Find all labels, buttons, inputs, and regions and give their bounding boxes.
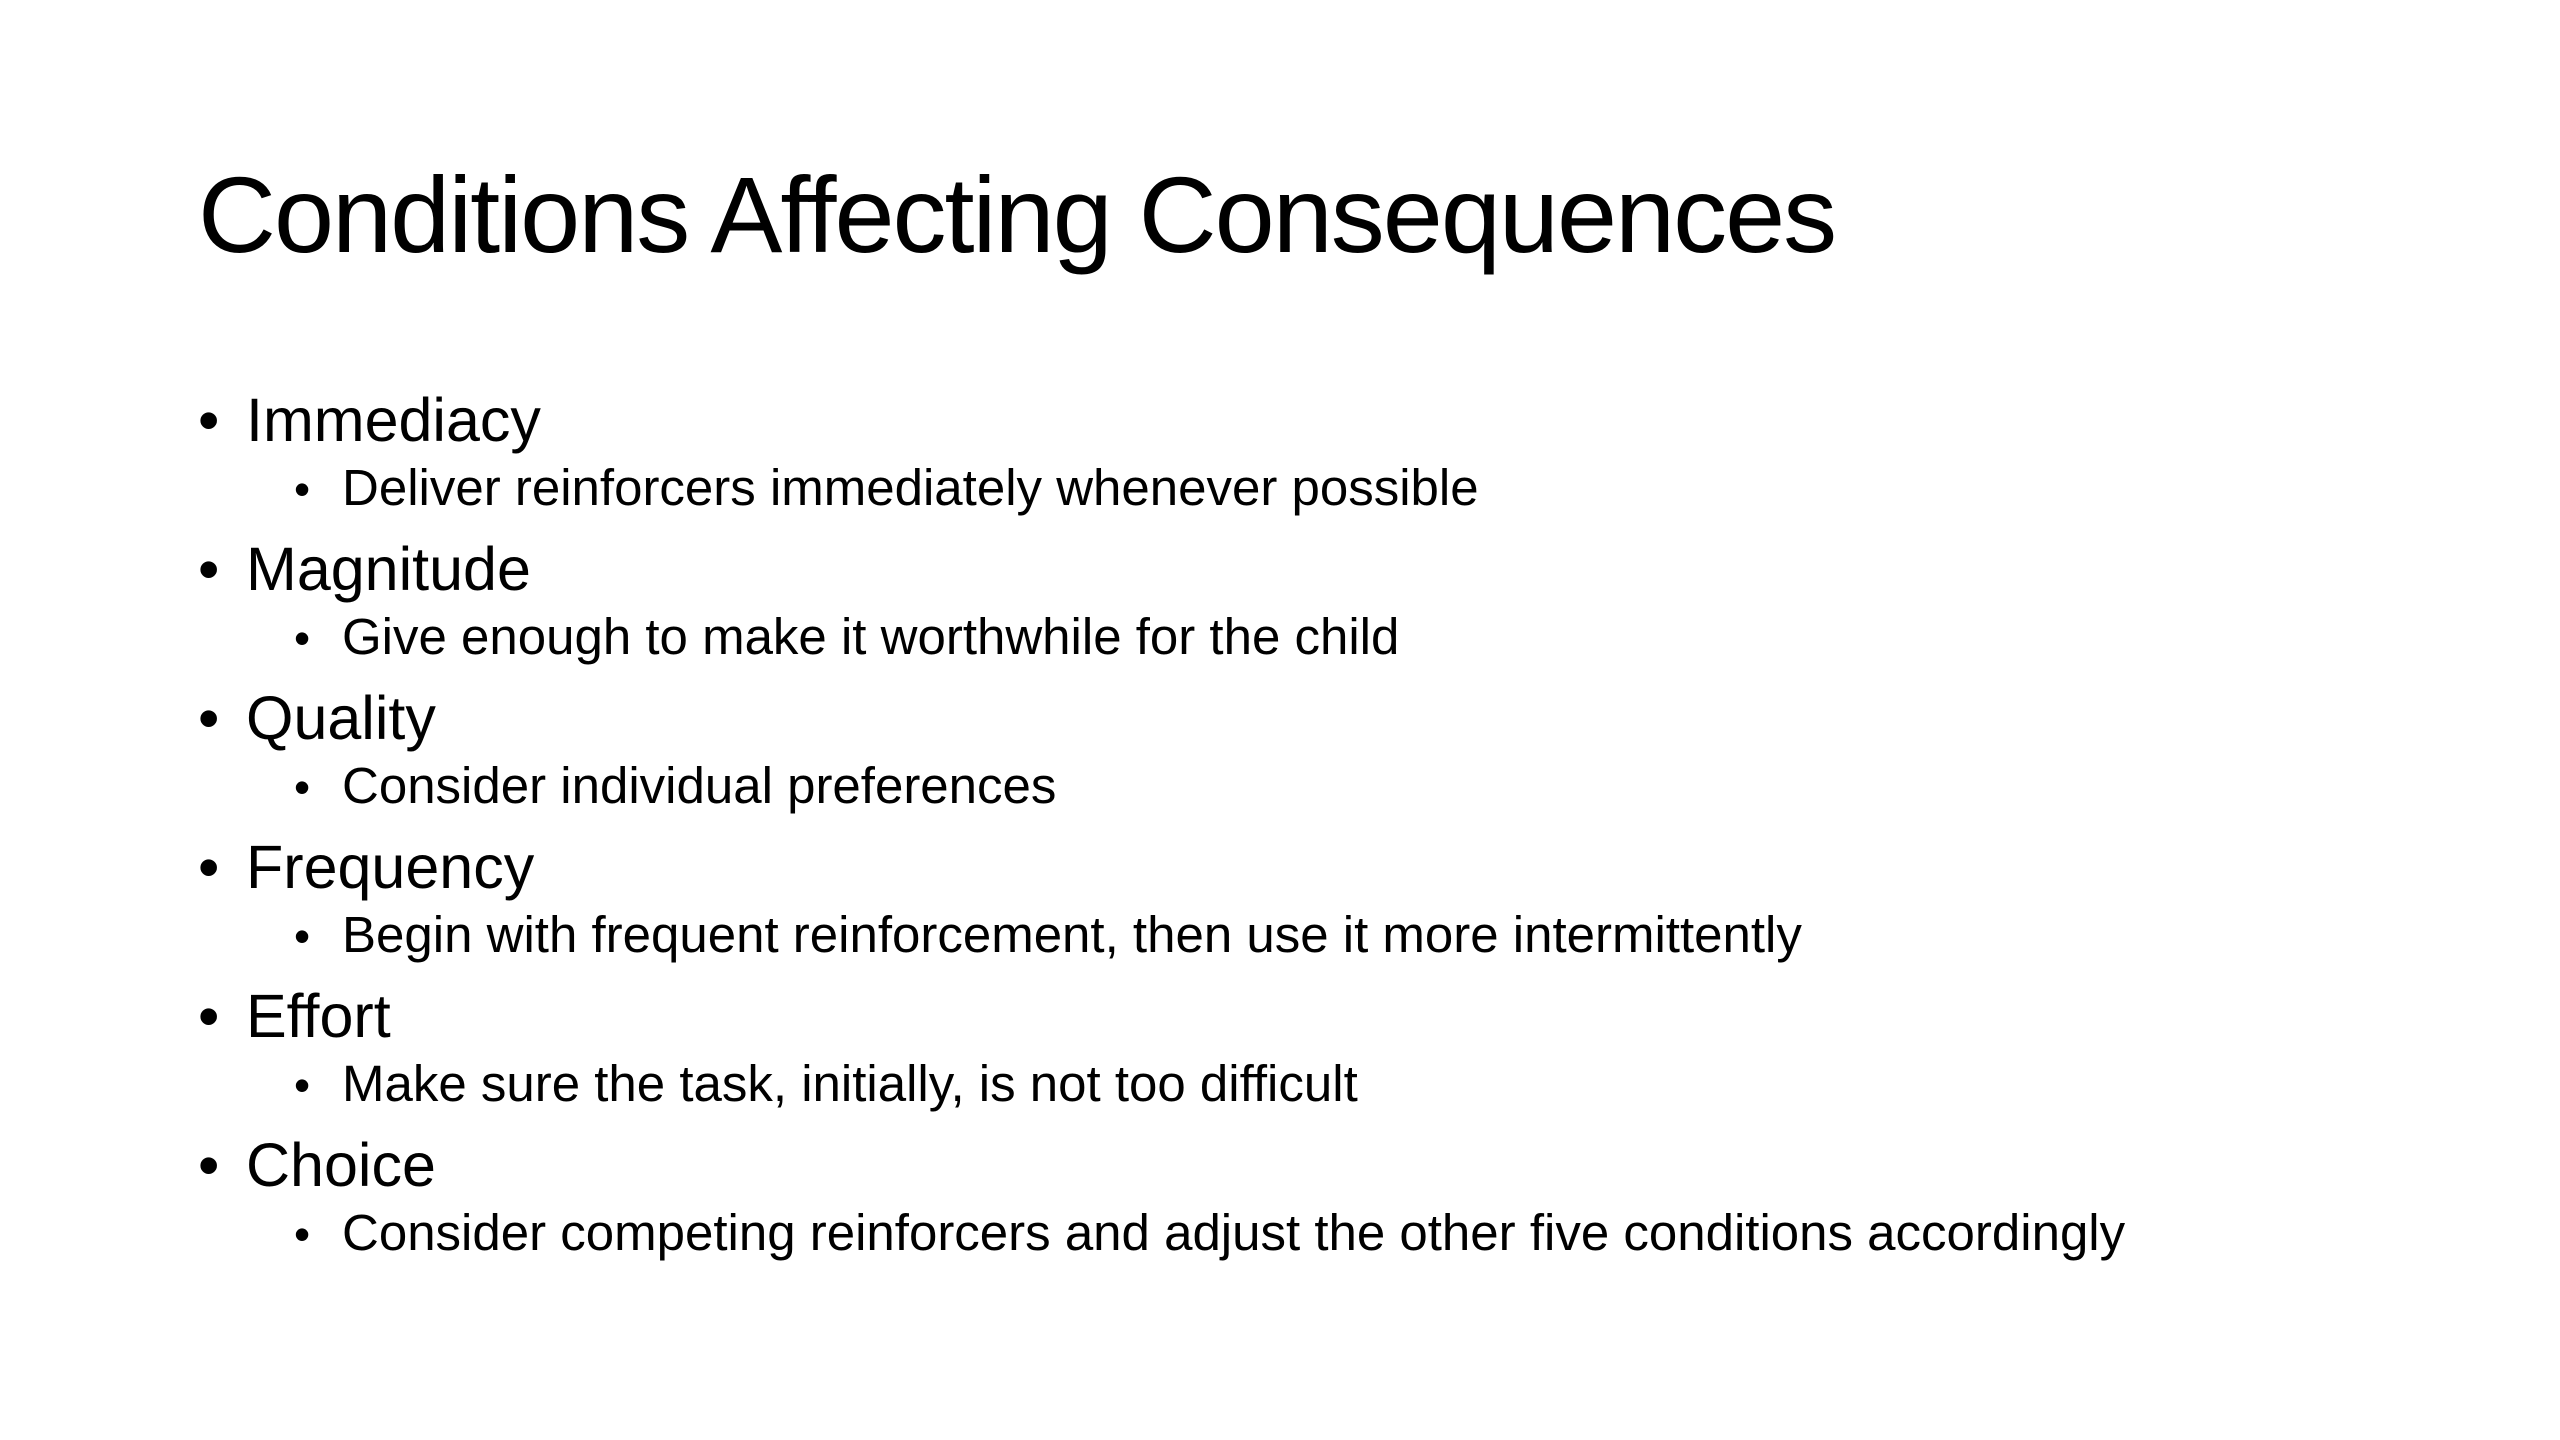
bullet-heading: Effort <box>246 982 391 1050</box>
slide-title: Conditions Affecting Consequences <box>198 154 1836 275</box>
bullet-heading: Frequency <box>246 833 535 901</box>
sub-bullet-row <box>294 455 2398 521</box>
list-item <box>198 832 2398 968</box>
bullet-icon: • <box>198 1131 220 1199</box>
sub-bullet-row <box>294 753 2398 819</box>
bullet-icon: • <box>198 386 220 454</box>
bullet-heading: Magnitude <box>246 535 531 603</box>
bullet-list <box>198 385 2398 1279</box>
sub-bullet-text: Give enough to make it worthwhile for the child <box>342 608 1400 665</box>
list-item <box>198 1130 2398 1266</box>
sub-bullet-text: Deliver reinforcers immediately whenever possible <box>342 459 1479 516</box>
bullet-heading: Quality <box>246 684 436 752</box>
bullet-icon: • <box>198 982 220 1050</box>
sub-bullet-row <box>294 1051 2398 1117</box>
bullet-icon: • <box>198 535 220 603</box>
bullet-heading-row <box>198 1130 2398 1200</box>
sub-bullet-row <box>294 604 2398 670</box>
sub-bullet-text: Consider competing reinforcers and adjust the other five conditions accordingly <box>342 1204 2126 1261</box>
sub-bullet-icon: • <box>294 761 311 813</box>
sub-bullet-row <box>294 902 2398 968</box>
bullet-icon: • <box>198 833 220 901</box>
bullet-heading-row <box>198 683 2398 753</box>
list-item <box>198 385 2398 521</box>
sub-bullet-text: Make sure the task, initially, is not too difficult <box>342 1055 1358 1112</box>
bullet-icon: • <box>198 684 220 752</box>
bullet-heading: Choice <box>246 1131 436 1199</box>
bullet-heading-row <box>198 385 2398 455</box>
sub-bullet-icon: • <box>294 1059 311 1111</box>
sub-bullet-icon: • <box>294 910 311 962</box>
sub-bullet-icon: • <box>294 463 311 515</box>
list-item <box>198 981 2398 1117</box>
bullet-heading: Immediacy <box>246 386 541 454</box>
list-item <box>198 534 2398 670</box>
sub-bullet-icon: • <box>294 1208 311 1260</box>
sub-bullet-text: Begin with frequent reinforcement, then use it more intermittently <box>342 906 1802 963</box>
bullet-heading-row <box>198 981 2398 1051</box>
list-item <box>198 683 2398 819</box>
sub-bullet-row <box>294 1200 2398 1266</box>
sub-bullet-icon: • <box>294 612 311 664</box>
sub-bullet-text: Consider individual preferences <box>342 757 1057 814</box>
bullet-heading-row <box>198 534 2398 604</box>
bullet-heading-row <box>198 832 2398 902</box>
